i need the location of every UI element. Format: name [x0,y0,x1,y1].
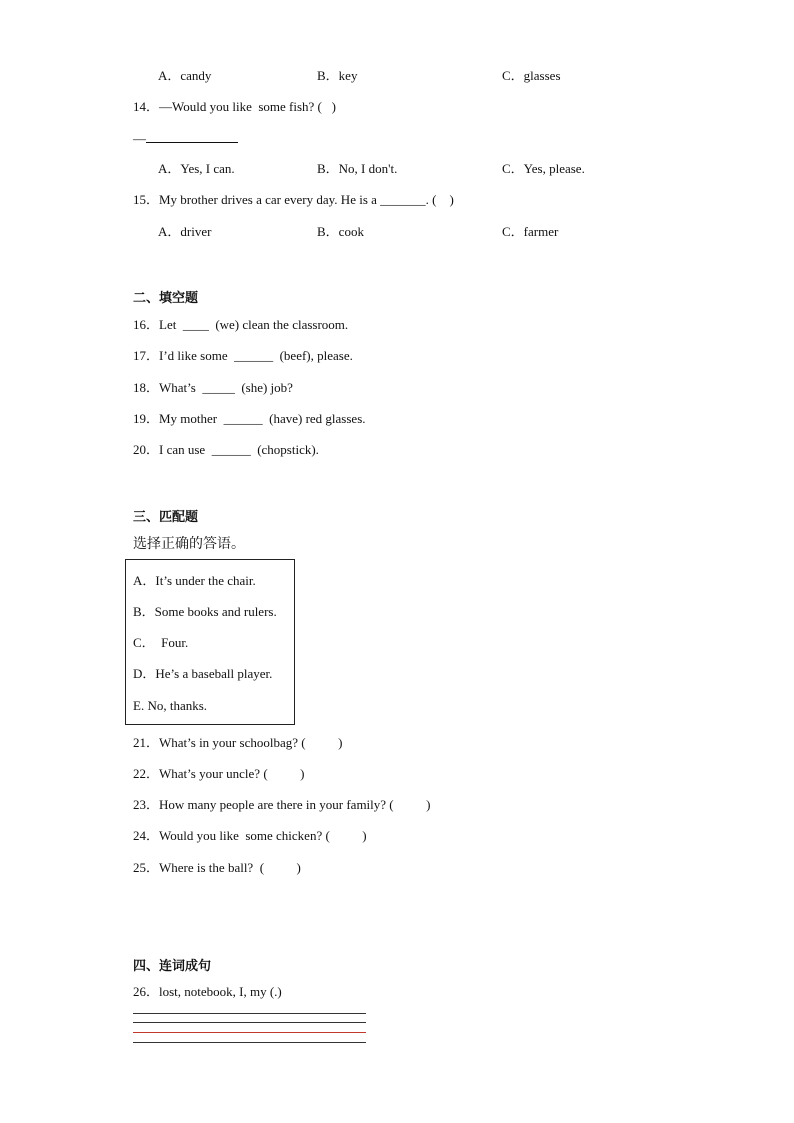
q22-text: 22．What’s your uncle? ( ) [133,766,305,781]
q14-option-a: A．Yes, I can. [158,161,235,176]
q25-text: 25．Where is the ball? ( ) [133,860,301,875]
choice-c: C． Four. [133,635,189,650]
writing-line-baseline [133,1032,366,1033]
q23-text: 23．How many people are there in your family? ( ) [133,797,431,812]
section4-heading: 四、连词成句 [133,959,212,974]
q19-text: 19．My mother ______ (have) red glasses. [133,411,366,426]
q15-option-c: C．farmer [502,224,559,239]
section2-heading: 二、填空题 [133,291,199,306]
q21-text: 21．What’s in your schoolbag? ( ) [133,735,343,750]
writing-line-top [133,1013,366,1014]
q26-text: 26．lost, notebook, I, my (.) [133,984,282,999]
q16-text: 16．Let ____ (we) clean the classroom. [133,317,349,332]
writing-line-upper-mid [133,1022,366,1023]
q17-text: 17．I’d like some ______ (beef), please. [133,348,353,363]
q14-dash: — [133,131,146,146]
q15-option-b: B．cook [317,224,364,239]
choice-a: A．It’s under the chair. [133,573,256,588]
choice-e: E. No, thanks. [133,698,208,713]
q14-text: 14．—Would you like some fish? ( ) [133,99,336,114]
answer-choices-box [125,559,295,725]
q15-option-a: A．driver [158,224,212,239]
q14-option-c: C．Yes, please. [502,161,585,176]
q24-text: 24．Would you like some chicken? ( ) [133,828,367,843]
section3-instruction: 选择正确的答语。 [133,536,245,552]
q15-text: 15．My brother drives a car every day. He is a _______. ( ) [133,192,454,207]
q18-text: 18．What’s _____ (she) job? [133,380,293,395]
q20-text: 20．I can use ______ (chopstick). [133,442,319,457]
q14-blank [146,131,238,143]
q14-answer-line [133,131,238,147]
choice-b: B．Some books and rulers. [133,604,277,619]
q13-option-a: A．candy [158,68,212,83]
q13-option-b: B．key [317,68,358,83]
section3-heading: 三、匹配题 [133,510,199,525]
q13-option-c: C．glasses [502,68,561,83]
choice-d: D．He’s a baseball player. [133,666,273,681]
writing-line-bottom [133,1042,366,1043]
q14-option-b: B．No, I don't. [317,161,398,176]
